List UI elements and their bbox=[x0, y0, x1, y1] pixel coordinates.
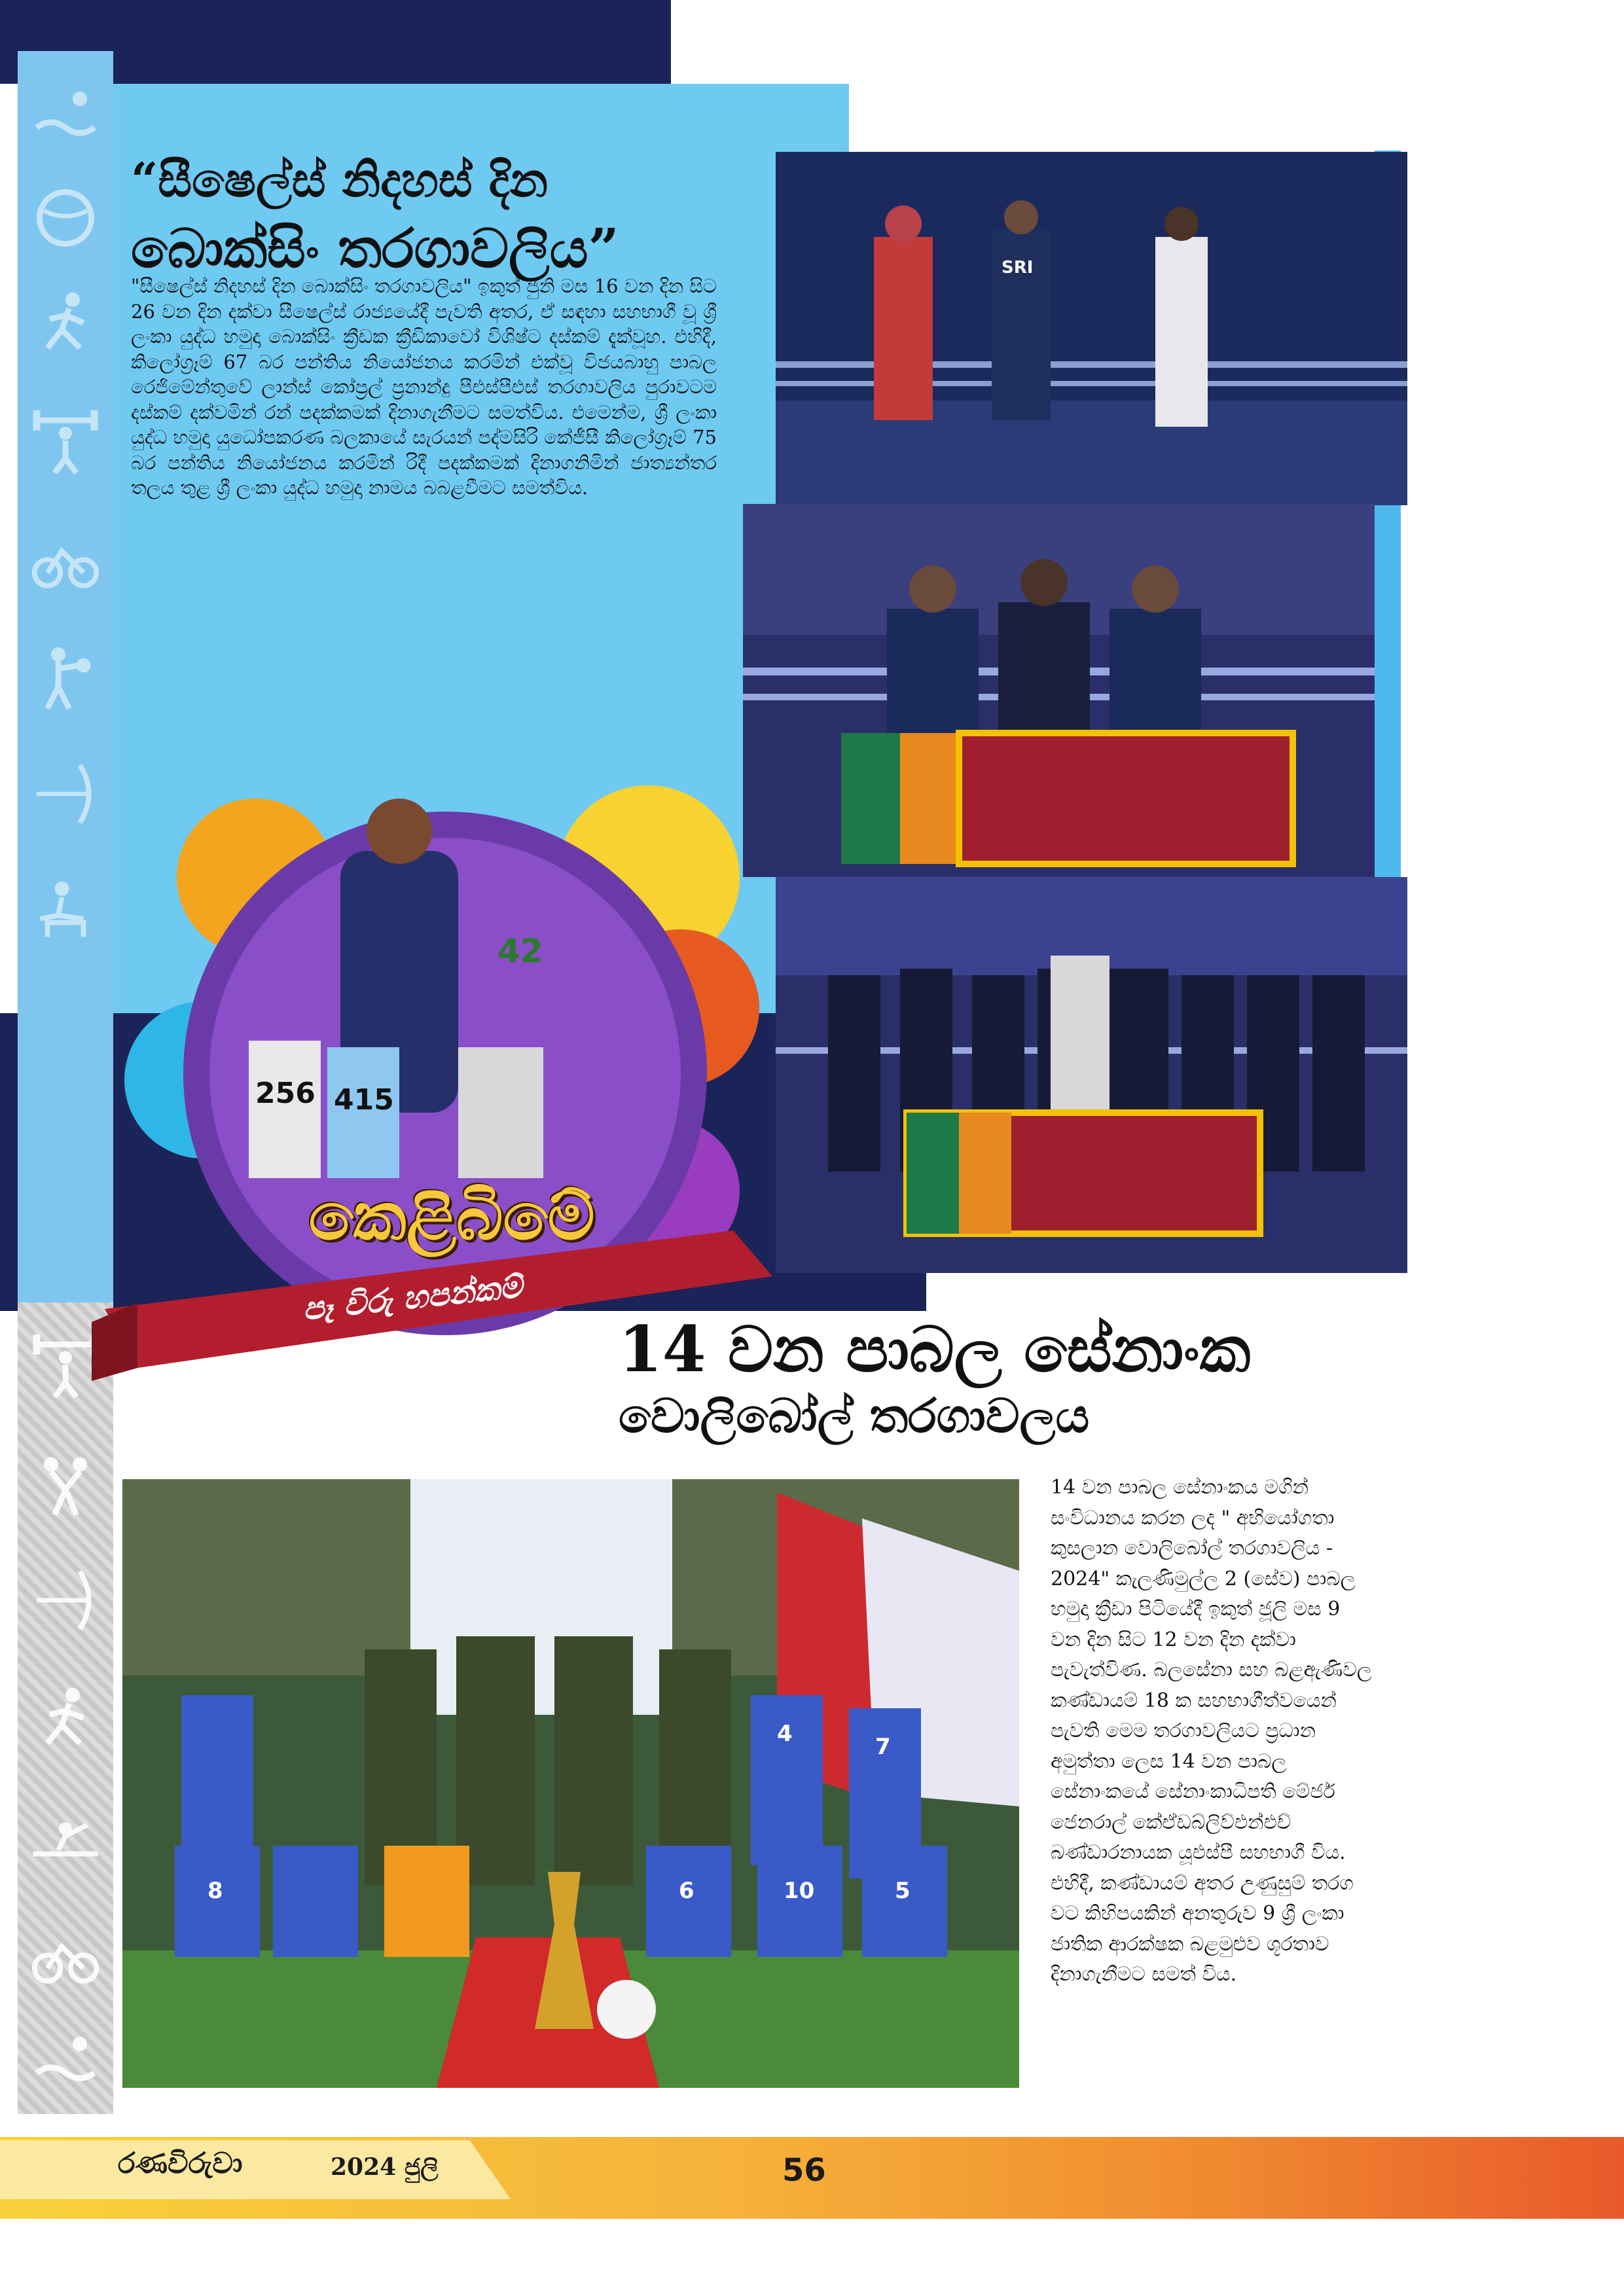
bib-256: 256 bbox=[255, 1077, 316, 1110]
issue-date: 2024 ජුලි bbox=[331, 2153, 439, 2181]
boxer-icon bbox=[29, 640, 101, 712]
jersey-6: 6 bbox=[679, 1878, 695, 1904]
bib-415: 415 bbox=[334, 1083, 394, 1117]
archer-icon bbox=[29, 758, 101, 830]
boxing-team-photo bbox=[776, 877, 1407, 1273]
bib-42: 42 bbox=[497, 932, 543, 970]
boxing-bout-photo bbox=[776, 152, 1407, 505]
magazine-logo: රණවිරුවා bbox=[118, 2147, 243, 2180]
runner-icon bbox=[29, 1682, 101, 1754]
volleyball-team-photo bbox=[122, 1479, 1019, 2088]
runner-icon bbox=[29, 287, 101, 359]
volleyball-icon bbox=[29, 182, 101, 254]
boxing-medalists-photo bbox=[743, 504, 1375, 877]
hurdler-icon bbox=[29, 876, 101, 948]
volleyball-article-body: 14 වන පාබල සේනාංකය මගින් සංවිධානය කරන ලද " අභියෝගතා කුසලාන වොලිබෝල් තරගාවලිය - 2024" කැලණිමුල්ල 2 (සේව) පාබල හමුදා ක්‍රීඩා පිටියේදී ඉකුත් ජූලි මස 9 වන දින සිට 12 වන දින දක්වා පැවැත්විණ. බලසේනා සහ බළඇණිවල කණ්ඩායම් 18 ක සහභාගීත්වයෙන් පැවති මෙම තරගාවලියට ප්‍රධාන අමුත්තා ලෙස 14 වන පාබල සේනාංකයේ සේනාංකාධිපති මේජර් ජෙනරාල් කේඒඩබ්ලිව්එන්එච් බණ්ඩාරනායක යූඑස්පී සහභාගී විය. එහිදී, කණ්ඩායම් අතර උණුසුම් තරග වට කිහිපයකින් අනතුරුව 9 ශ්‍රී ලංකා ජාතික ආරක්ෂක බළමුළුව ශූරතාව දිනාගැනීමට සමත් විය. bbox=[1051, 1476, 1372, 1986]
volleyball-headline-line1: 14 වන පාබල සේනාංක bbox=[619, 1312, 1251, 1386]
swimmer-icon bbox=[29, 77, 101, 149]
wrestler-icon bbox=[29, 1446, 101, 1518]
boxing-headline-line2: බොක්සිං තරගාවලිය” bbox=[131, 217, 619, 280]
rower-icon bbox=[29, 1800, 101, 1872]
volleyball-headline-line2: වොලිබෝල් තරගාවලය bbox=[619, 1388, 1090, 1443]
cyclist-icon bbox=[29, 1918, 101, 1990]
sri-vest-text: SRI bbox=[1001, 258, 1034, 278]
boxing-article-body: "සීෂෙල්ස් නිදහස් දින බොක්සිං තරගාවලිය" ඉකුත් ජුනි මස 16 වන දින සිට 26 වන දින දක්වා සීෂෙල්ස් රාජ්‍යයේදී පැවති අතර, ඒ සඳහා සහභාගී වූ ශ්‍රී ලංකා යුද්ධ හමුදා බොක්සිං ක්‍රීඩක ක්‍රීඩිකාවෝ විශිෂ්ට දස්කම් දැක්වූහ. එහිදී, කිලෝග්‍රෑම් 67 බර පන්තිය නියෝජනය කරමින් එක්වූ විජයබාහු පාබල රෙජිමේන්තුවේ ලාන්ස් කෝප්‍රල් ප්‍රනාන්දු පීඑස්පීඑස් තරගාවලිය පුරාවටම දස්කම් දක්වමින් රන් පදක්කමක් දිනාගැනීමට සමත්විය. එමෙන්ම, ශ්‍රී ලංකා යුද්ධ හමුදා යුධෝපකරණ බලකායේ සැරයන් පද්මසිරි කේජීසී කිලෝග්‍රෑම් 75 බර පන්තිය නියෝජනය කරමින් රිදී පදක්කමක් දිනාගනිමින් ජාත්‍යන්තර තලය තුළ ශ්‍රී ලංකා යුද්ධ හමුදා නාමය බබළවීමට සමත්විය. bbox=[131, 275, 717, 499]
emblem-ribbon-text: පෑ විරු හපන්කම් bbox=[300, 1268, 524, 1328]
swimmer-icon bbox=[29, 2022, 101, 2094]
weightlifter-icon bbox=[29, 404, 101, 476]
jersey-8: 8 bbox=[208, 1878, 223, 1904]
jersey-5: 5 bbox=[895, 1878, 911, 1904]
emblem-title: කෙළිබිමේ bbox=[308, 1178, 595, 1255]
boxing-headline bbox=[131, 147, 759, 285]
weightlifter-icon bbox=[29, 1329, 101, 1401]
jersey-10: 10 bbox=[784, 1878, 815, 1904]
boxing-headline-line1: “සීෂෙල්ස් නිදහස් දින bbox=[131, 152, 549, 207]
sports-pictogram-strip-lower bbox=[18, 1302, 113, 2114]
page-number: 56 bbox=[782, 2152, 826, 2189]
archer-icon bbox=[29, 1564, 101, 1636]
jersey-7: 7 bbox=[875, 1734, 891, 1760]
jersey-4: 4 bbox=[777, 1721, 793, 1747]
cyclist-icon bbox=[29, 522, 101, 594]
